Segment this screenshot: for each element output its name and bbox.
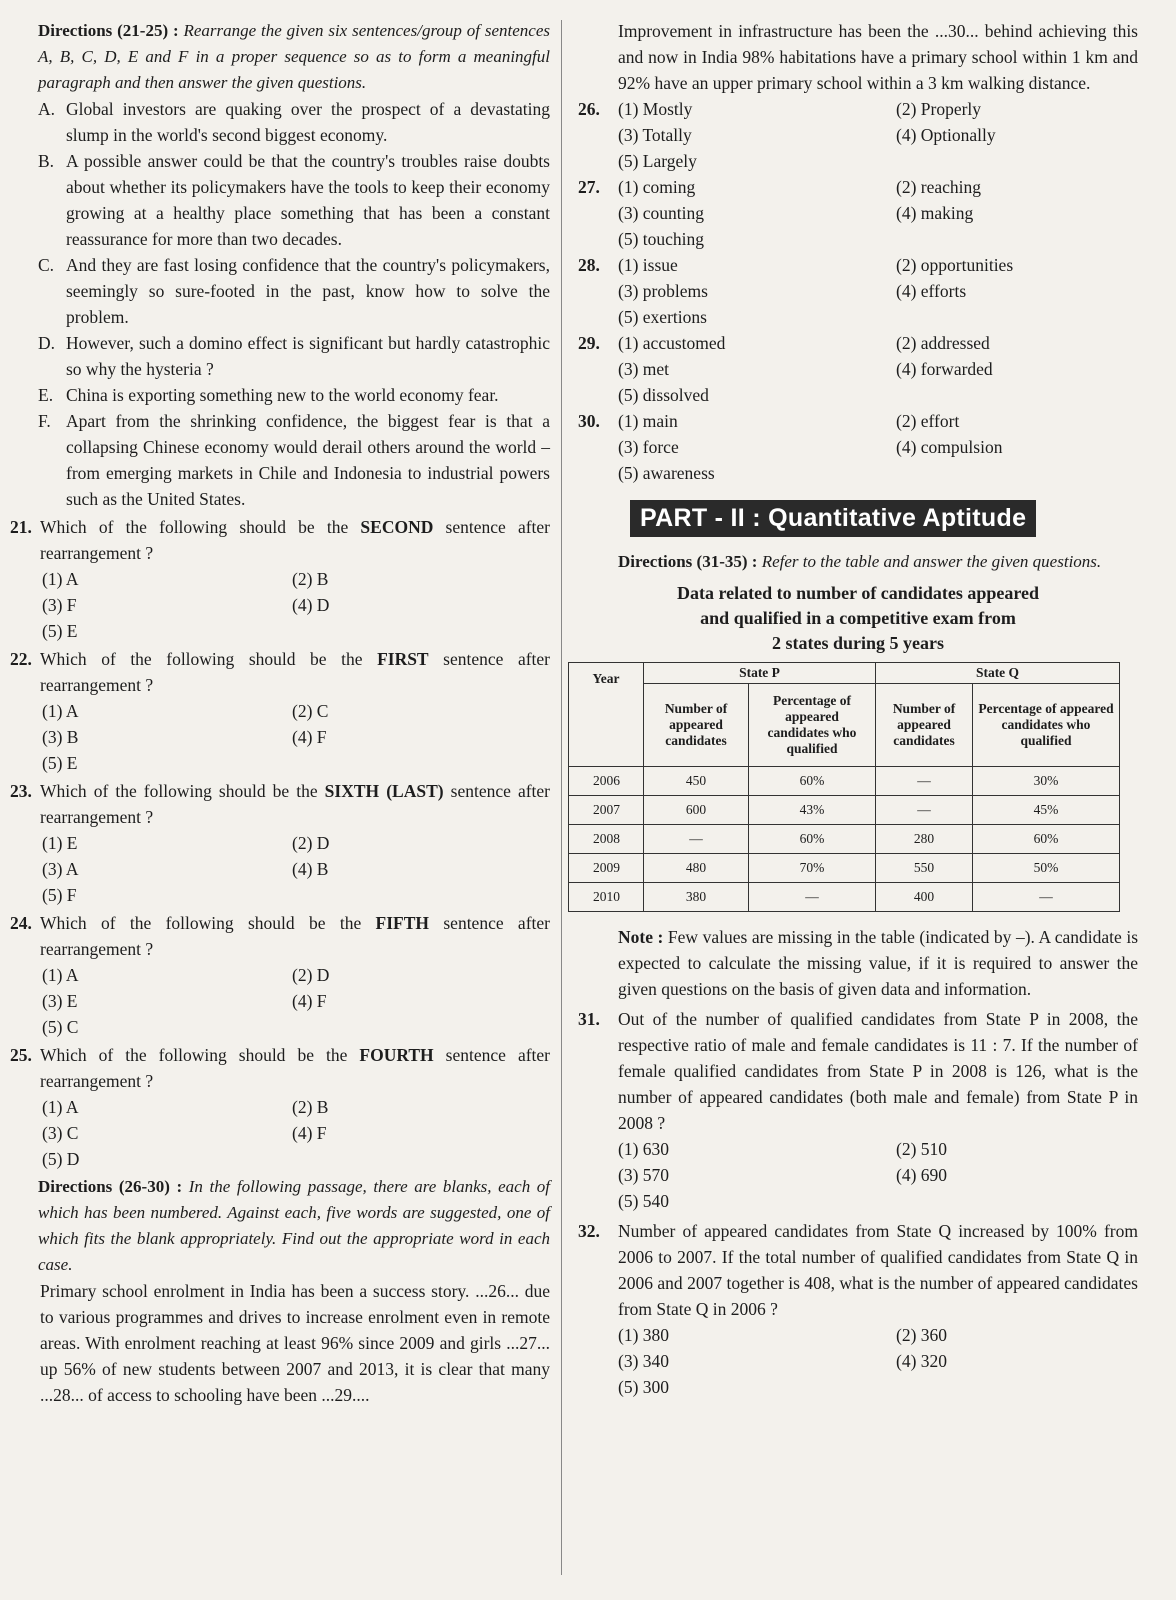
question-32: 32. Number of appeared candidates from State Q increased by 100% from 2006 to 2007. If the total number of qualified candidates from State Q in 2006 and 2007 together is 408, what is the number of appeared candidates from State Q in 2006 ? — [578, 1221, 1138, 1319]
question-27-options — [618, 174, 1146, 252]
p-appeared-header: Number of appeared candidates — [644, 684, 749, 767]
question-31: 31. Out of the number of qualified candidates from State P in 2008, the respective ratio of male and female candidates is 11 : 7. If the number of female qualified candidates from State P in 2008 is 126, what is the number of appeared candidates (both male and female) from State P in 2008 ? — [578, 1009, 1138, 1133]
option[interactable]: (1) A — [42, 965, 79, 985]
option[interactable]: (3) Totally — [618, 125, 692, 145]
option[interactable]: (3) B — [42, 727, 79, 747]
q-appeared-header: Number of appeared candidates — [876, 684, 973, 767]
q-percent-header: Percentage of appeared candidates who qualified — [973, 684, 1120, 767]
option[interactable]: (4) F — [292, 991, 327, 1011]
state-q-header: State Q — [876, 663, 1120, 684]
question-22-options — [10, 698, 550, 776]
state-p-header: State P — [644, 663, 876, 684]
passage-part-1: Primary school enrolment in India has been a success story. ...26... due to various programmes and drives to increase enrolment even in remote areas. With enrolment reaching at least 96% since 2009 and girls ...27... up 56% of new students between 2007 and 2013, it is clear that many ...28... of access to schooling have been ...29.... — [40, 1281, 550, 1405]
option[interactable]: (5) dissolved — [618, 385, 709, 405]
option[interactable]: (1) A — [42, 569, 79, 589]
option[interactable]: (3) force — [618, 437, 679, 457]
option[interactable]: (3) E — [42, 991, 78, 1011]
option[interactable]: (1) 630 — [618, 1139, 670, 1159]
question-22: 22. Which of the following should be the FIRST sentence after rearrangement ? — [10, 649, 550, 695]
option[interactable]: (5) F — [42, 885, 77, 905]
question-25: 25. Which of the following should be the FOURTH sentence after rearrangement ? — [10, 1045, 550, 1091]
option[interactable]: (1) coming — [618, 177, 696, 197]
option[interactable]: (1) 380 — [618, 1325, 670, 1345]
option[interactable]: (2) C — [292, 701, 329, 721]
sentence-d: D. However, such a domino effect is significant but hardly catastrophic so why the hysteria ? — [38, 333, 550, 379]
table-row: 2006 450 60% — 30% — [569, 767, 1120, 796]
option[interactable]: (3) counting — [618, 203, 705, 223]
sentence-f: F. Apart from the shrinking confidence, the biggest fear is that a collapsing Chinese economy would derail others around the world – from emerging markets in Chile and Indonesia to industrial powers such as the United States. — [38, 411, 550, 509]
option[interactable]: (3) problems — [618, 281, 708, 301]
question-26: 26. (1) Mostly (2) Properly (3) Totally (4) Optionally (5) Largely — [578, 96, 1138, 174]
table-row: 2007 600 43% — 45% — [569, 796, 1120, 825]
part-heading: PART - II : Quantitative Aptitude — [630, 500, 1036, 537]
right-column — [578, 18, 1138, 1400]
option[interactable]: (3) 570 — [618, 1165, 670, 1185]
sentence-b: B. A possible answer could be that the country's troubles raise doubts about whether its policymakers have the tools to keep their economy growing at a healthy place something that has been a constant reassurance for more than two decades. — [38, 151, 550, 249]
option[interactable]: (1) issue — [618, 255, 678, 275]
option[interactable]: (5) 540 — [618, 1191, 670, 1211]
table-note: Note : Few values are missing in the table (indicated by –). A candidate is expected to calculate the missing value, if it is required to answer the given questions on the basis of given data and information. — [618, 927, 1139, 999]
directions-26-30: Directions (26-30) : In the following passage, there are blanks, each of which has been numbered. Against each, five words are suggested, one of which fits the blank appropriately. Find out the appropriate word in each case. — [38, 1177, 551, 1274]
option[interactable]: (2) 360 — [896, 1325, 948, 1345]
option[interactable]: (5) D — [42, 1149, 80, 1169]
option[interactable]: (4) F — [292, 1123, 327, 1143]
question-27: 27. (1) coming (2) reaching (3) counting (4) making (5) touching — [578, 174, 1138, 252]
option[interactable]: (2) opportunities — [896, 255, 1014, 275]
option[interactable]: (4) making — [896, 203, 974, 223]
option[interactable]: (1) Mostly — [618, 99, 693, 119]
sentence-e: E. China is exporting something new to the world economy fear. — [38, 385, 499, 405]
question-26-options — [618, 96, 1146, 174]
question-32-options — [578, 1322, 1138, 1400]
question-24-options — [10, 962, 550, 1040]
option[interactable]: (4) B — [292, 859, 329, 879]
option[interactable]: (4) forwarded — [896, 359, 993, 379]
option[interactable]: (4) F — [292, 727, 327, 747]
question-30: 30. (1) main (2) effort (3) force (4) compulsion (5) awareness — [578, 408, 1138, 486]
option[interactable]: (2) D — [292, 833, 330, 853]
option[interactable]: (5) Largely — [618, 151, 697, 171]
year-header: Year — [569, 663, 644, 767]
option[interactable]: (2) Properly — [896, 99, 982, 119]
option[interactable]: (4) efforts — [896, 281, 967, 301]
option[interactable]: (5) touching — [618, 229, 705, 249]
question-23-options — [10, 830, 550, 908]
option[interactable]: (3) met — [618, 359, 670, 379]
option[interactable]: (5) 300 — [618, 1377, 670, 1397]
p-percent-header: Percentage of appeared candidates who qualified — [749, 684, 876, 767]
column-divider — [561, 20, 562, 1575]
question-31-options — [578, 1136, 1138, 1214]
option[interactable]: (4) 690 — [896, 1165, 948, 1185]
option[interactable]: (2) D — [292, 965, 330, 985]
table-caption: Data related to number of candidates appeared and qualified in a competitive exam from 2 states during 5 years — [677, 583, 1039, 653]
question-28-options — [618, 252, 1146, 330]
question-29: 29. (1) accustomed (2) addressed (3) met (4) forwarded (5) dissolved — [578, 330, 1138, 408]
question-21: 21. Which of the following should be the SECOND sentence after rearrangement ? — [10, 517, 550, 563]
question-21-options — [10, 566, 550, 644]
table-header-row — [569, 663, 1120, 684]
option[interactable]: (2) addressed — [896, 333, 990, 353]
option[interactable]: (3) C — [42, 1123, 79, 1143]
option[interactable]: (1) main — [618, 411, 678, 431]
option[interactable]: (2) reaching — [896, 177, 982, 197]
option[interactable]: (4) compulsion — [896, 437, 1003, 457]
table-row: 2008 — 60% 280 60% — [569, 825, 1120, 854]
question-24: 24. Which of the following should be the FIFTH sentence after rearrangement ? — [10, 913, 550, 959]
option[interactable]: (4) Optionally — [896, 125, 996, 145]
option[interactable]: (1) E — [42, 833, 78, 853]
option[interactable]: (4) D — [292, 595, 330, 615]
option[interactable]: (3) 340 — [618, 1351, 670, 1371]
table-subheader-row — [569, 684, 1120, 767]
question-25-options — [10, 1094, 550, 1172]
option[interactable]: (5) E — [42, 621, 78, 641]
directions-31-35: Directions (31-35) : Refer to the table and answer the given questions. — [618, 552, 1102, 571]
question-28: 28. (1) issue (2) opportunities (3) problems (4) efforts (5) exertions — [578, 252, 1138, 330]
option[interactable]: (5) awareness — [618, 463, 715, 483]
sentence-c: C. And they are fast losing confidence that the country's policymakers, seemingly so sure-footed in the past, know how to solve the problem. — [38, 255, 550, 327]
question-29-options — [618, 330, 1146, 408]
option[interactable]: (3) A — [42, 859, 79, 879]
option[interactable]: (1) accustomed — [618, 333, 726, 353]
option[interactable]: (3) F — [42, 595, 77, 615]
question-30-options — [618, 408, 1146, 486]
data-table — [568, 662, 1120, 912]
option[interactable]: (2) B — [292, 569, 329, 589]
left-column — [10, 18, 550, 1408]
option[interactable]: (5) E — [42, 753, 78, 773]
option[interactable]: (1) A — [42, 701, 79, 721]
option[interactable]: (5) exertions — [618, 307, 707, 327]
sentence-a: A. Global investors are quaking over the prospect of a devastating slump in the world's second biggest economy. — [38, 99, 550, 145]
table-row: 2009 480 70% 550 50% — [569, 854, 1120, 883]
directions-21-25: Directions (21-25) : Rearrange the given six sentences/group of sentences A, B, C, D, E and F in a proper sequence so as to form a meaningful paragraph and then answer the given questions. — [38, 21, 550, 92]
option[interactable]: (1) A — [42, 1097, 79, 1117]
option[interactable]: (2) B — [292, 1097, 329, 1117]
option[interactable]: (2) effort — [896, 411, 960, 431]
option[interactable]: (4) 320 — [896, 1351, 948, 1371]
option[interactable]: (5) C — [42, 1017, 79, 1037]
table-row: 2010 380 — 400 — — [569, 883, 1120, 912]
option[interactable]: (2) 510 — [896, 1139, 948, 1159]
question-23: 23. Which of the following should be the SIXTH (LAST) sentence after rearrangement ? — [10, 781, 550, 827]
passage-part-2: Improvement in infrastructure has been the ...30... behind achieving this and now in India 98% habitations have a primary school within 1 km and 92% have an upper primary school within a 3 km walking distance. — [618, 21, 1138, 93]
